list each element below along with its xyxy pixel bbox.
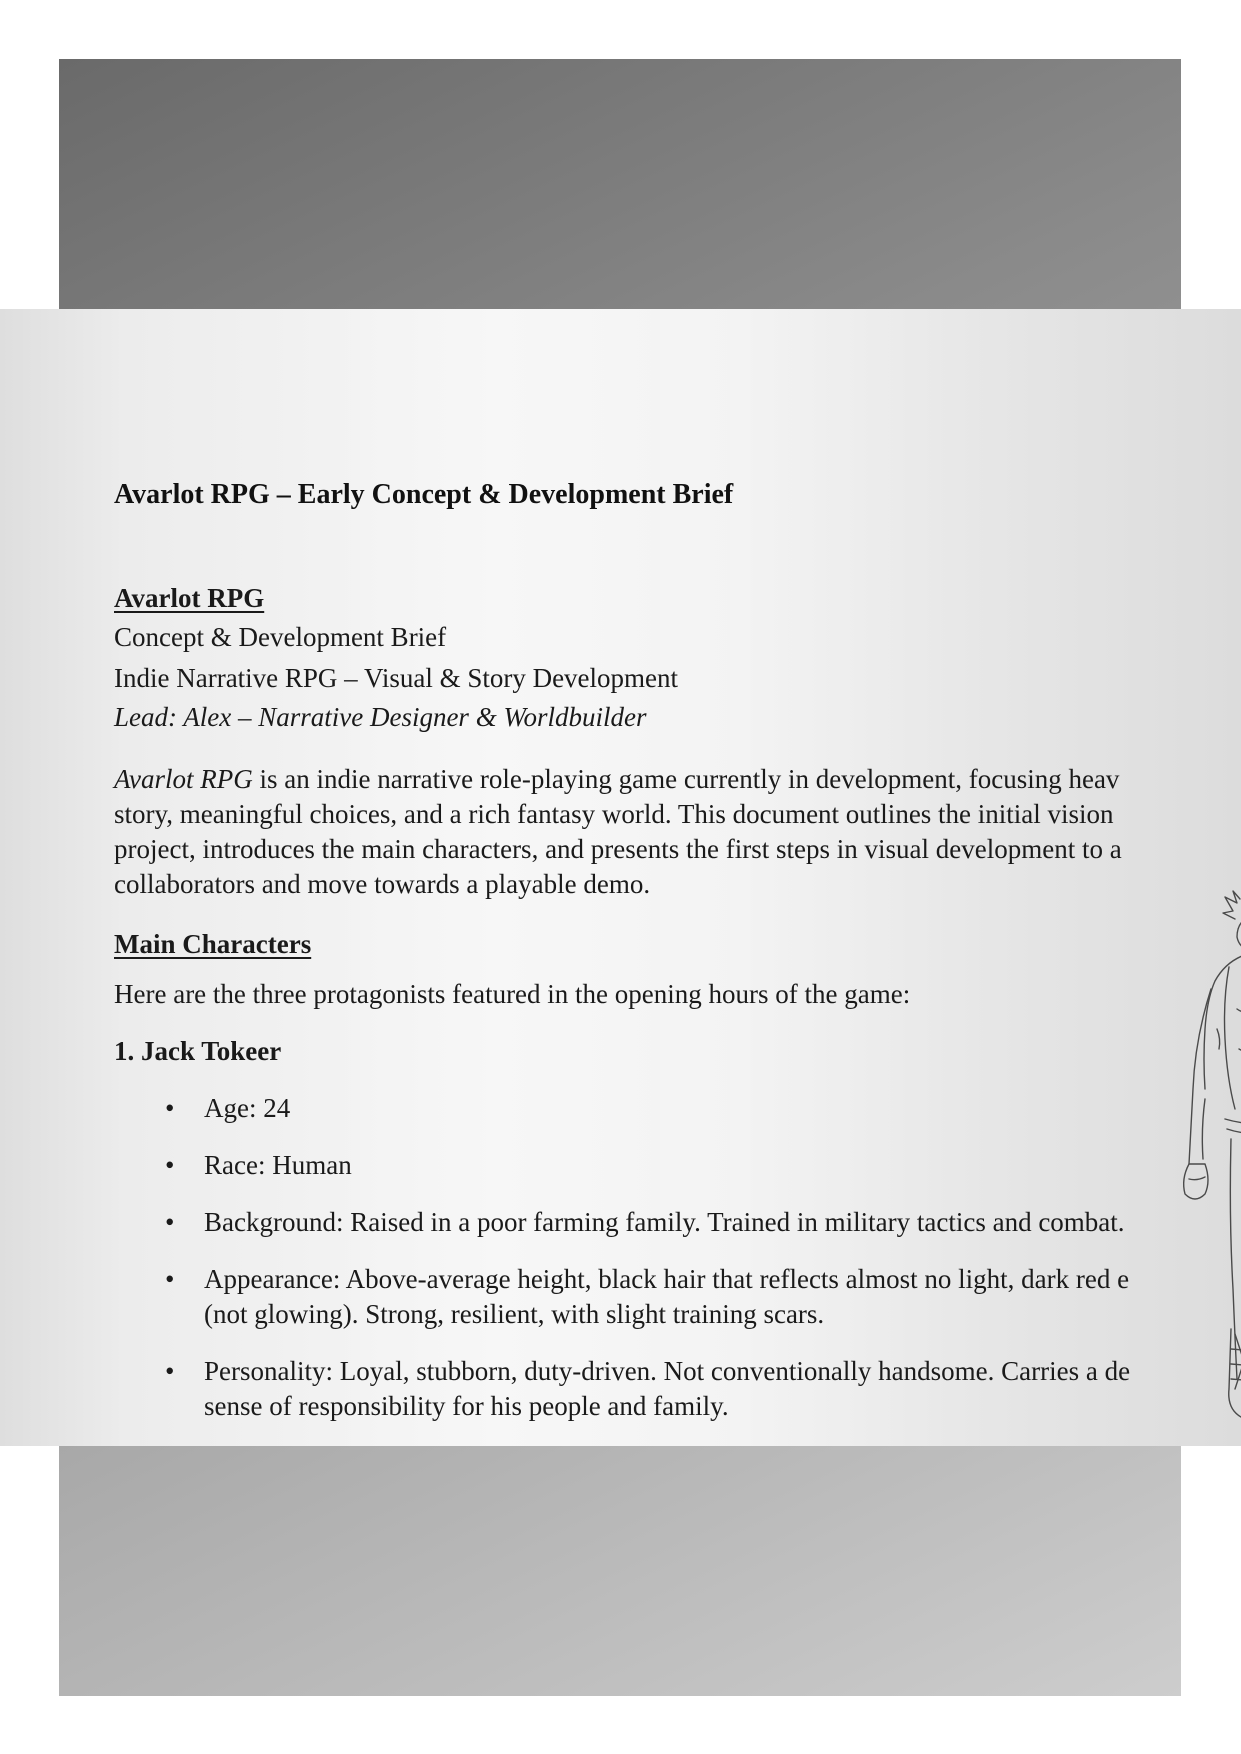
bullet-dot: • <box>165 1356 175 1386</box>
header-lead: Lead: Alex – Narrative Designer & Worldbuilder <box>114 702 647 732</box>
intro-line1-rest: is an indie narrative role-playing game currently in development, focusing heav <box>252 764 1120 794</box>
bullet-dot: • <box>165 1093 175 1123</box>
header-line1: Concept & Development Brief <box>114 622 447 652</box>
intro-line3: project, introduces the main characters, and presents the first steps in visual development to a <box>114 834 1122 864</box>
bullet-personality-line1: Personality: Loyal, stubborn, duty-driven. Not conventionally handsome. Carries a de <box>204 1356 1131 1386</box>
header-name: Avarlot RPG <box>114 583 265 613</box>
intro-line1 <box>114 764 1119 795</box>
header-line2: Indie Narrative RPG – Visual & Story Development <box>114 663 679 693</box>
intro-line2: story, meaningful choices, and a rich fantasy world. This document outlines the initial vision <box>114 799 1114 829</box>
bullet-appearance-line2: (not glowing). Strong, resilient, with slight training scars. <box>204 1299 825 1329</box>
character-sketch-illustration <box>1145 889 1241 1446</box>
bullet-dot: • <box>165 1150 175 1180</box>
bullet-personality-line2: sense of responsibility for his people and family. <box>204 1391 729 1421</box>
bullet-appearance-line1: Appearance: Above-average height, black hair that reflects almost no light, dark red e <box>204 1264 1130 1294</box>
bullet-background: Background: Raised in a poor farming family. Trained in military tactics and combat. <box>204 1207 1125 1237</box>
bullet-dot: • <box>165 1264 175 1294</box>
main-characters-intro: Here are the three protagonists featured in the opening hours of the game: <box>114 979 911 1009</box>
character-name: 1. Jack Tokeer <box>114 1036 282 1066</box>
intro-line4: collaborators and move towards a playable demo. <box>114 869 651 899</box>
document-strip <box>0 309 1241 1446</box>
bullet-dot: • <box>165 1207 175 1237</box>
bullet-race: Race: Human <box>204 1150 352 1180</box>
main-characters-heading: Main Characters <box>114 929 312 959</box>
bullet-age: Age: 24 <box>204 1093 291 1123</box>
document-title: Avarlot RPG – Early Concept & Development Brief <box>114 479 734 510</box>
intro-game-name: Avarlot RPG <box>114 764 253 794</box>
